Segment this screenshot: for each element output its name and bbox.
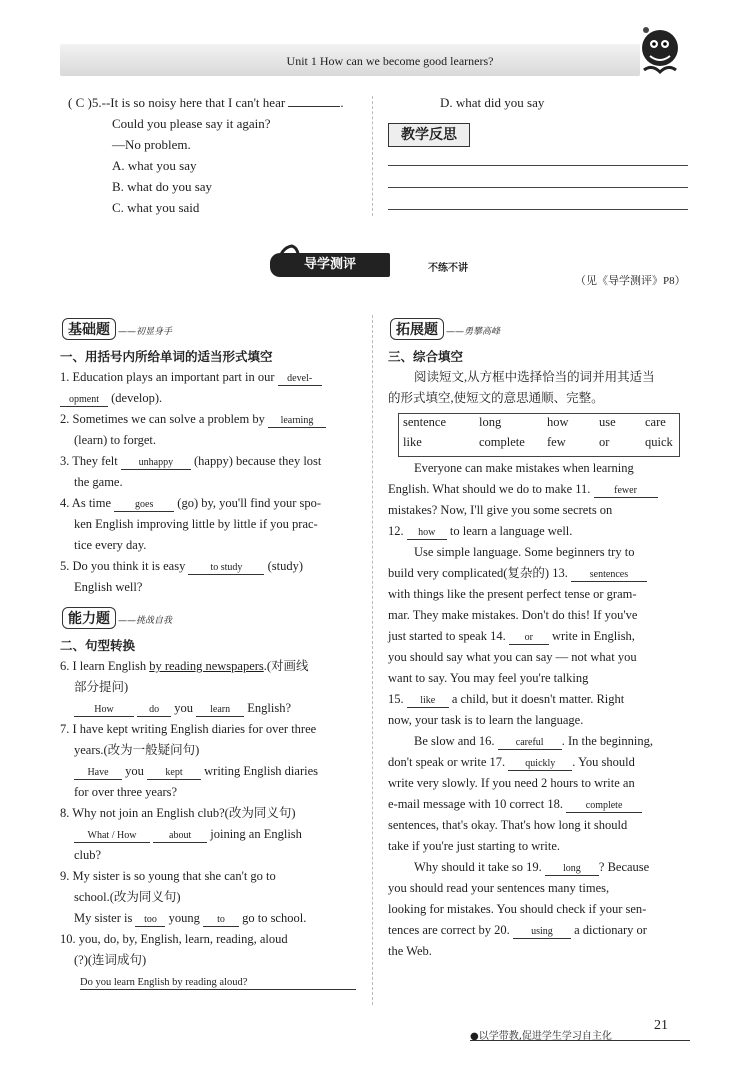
word: few bbox=[547, 435, 566, 449]
q9-answer-2: to bbox=[203, 914, 239, 927]
basic-part-title: 一、用括号内所给单词的适当形式填空 bbox=[60, 349, 273, 364]
passage-line: want to say. You may feel you're talking bbox=[388, 671, 589, 685]
item-4-continued: ken English improving little by little if you prac- bbox=[74, 517, 318, 531]
item-3-hint: (happy) because they lost bbox=[194, 454, 322, 468]
passage-line: the Web. bbox=[388, 944, 432, 958]
passage-line: mistakes? Now, I'll give you some secrets on bbox=[388, 503, 613, 517]
passage-line: you should say what you can say — not what you bbox=[388, 650, 637, 664]
passage-line: ? Because bbox=[598, 860, 650, 874]
footer-slogan: ●以学带教,促进学生学习自主化 bbox=[470, 1031, 612, 1042]
item-2-hint: (learn) to forget. bbox=[74, 433, 157, 447]
q6-answer-1: How bbox=[74, 704, 134, 717]
blank-12: how bbox=[407, 527, 447, 540]
passage-line: 15. bbox=[388, 692, 404, 706]
q5-option-c: C. what you said bbox=[112, 200, 200, 215]
word: quick bbox=[645, 435, 673, 449]
passage-line: now, your task is to learn the language. bbox=[388, 713, 584, 727]
passage-line: build very complicated(复杂的) 13. bbox=[388, 566, 568, 580]
passage-line: don't speak or write 17. bbox=[388, 755, 506, 769]
passage-line: a dictionary or bbox=[574, 923, 647, 937]
item-3-answer: unhappy bbox=[121, 457, 191, 470]
basic-section-heading bbox=[62, 318, 172, 340]
q5-option-b: B. what do you say bbox=[112, 179, 213, 194]
passage-line: looking for mistakes. You should check if your sen- bbox=[388, 902, 647, 916]
reflection-line bbox=[388, 165, 688, 166]
item-4-answer: goes bbox=[114, 499, 174, 512]
q5-answer: C bbox=[75, 95, 85, 110]
ability-section bbox=[60, 635, 365, 992]
q6-instruction: .(对画线 bbox=[263, 659, 309, 673]
blank-18: complete bbox=[566, 800, 642, 813]
passage-line: mar. They make mistakes. Don't do this! If you've bbox=[388, 608, 638, 622]
q7-answer-1: Have bbox=[74, 767, 122, 780]
q7-continued: for over three years? bbox=[74, 785, 178, 799]
q8-text: 8. Why not join an English club?(改为同义句) bbox=[60, 806, 296, 820]
passage-line: Be slow and 16. bbox=[414, 734, 495, 748]
item-1-hint: (develop). bbox=[111, 391, 163, 405]
blank-15: like bbox=[407, 695, 449, 708]
q5-blank bbox=[288, 106, 340, 107]
item-5-answer: to study bbox=[188, 562, 264, 575]
blank-19: long bbox=[545, 863, 599, 876]
q8-word: joining an English bbox=[210, 827, 302, 841]
passage-line: Everyone can make mistakes when learning bbox=[414, 461, 634, 475]
passage-line: tences are correct by 20. bbox=[388, 923, 510, 937]
word: use bbox=[599, 415, 616, 429]
item-1-answer-b: opment bbox=[60, 394, 108, 407]
item-5-continued: English well? bbox=[74, 580, 143, 594]
extend-intro bbox=[388, 346, 693, 409]
word: care bbox=[645, 415, 666, 429]
passage-line: . You should bbox=[572, 755, 635, 769]
passage-line: write in English, bbox=[551, 629, 635, 643]
ability-title: 能力题 bbox=[62, 607, 116, 629]
ability-subtitle: ——挑战自我 bbox=[118, 616, 173, 626]
q9-text: 9. My sister is so young that she can't go to bbox=[60, 869, 276, 883]
item-4-hint: (go) by, you'll find your spo- bbox=[177, 496, 322, 510]
basic-section bbox=[60, 346, 365, 598]
item-4-continued-2: tice every day. bbox=[74, 538, 147, 552]
blank-16: careful bbox=[498, 737, 562, 750]
reflection-line bbox=[388, 187, 688, 188]
q8-answer-2: about bbox=[153, 830, 207, 843]
passage-line: . In the beginning, bbox=[561, 734, 653, 748]
q10-answer: Do you learn English by reading aloud? bbox=[80, 977, 356, 990]
passage-line: to learn a language well. bbox=[449, 524, 573, 538]
item-3-text: 3. They felt bbox=[60, 454, 118, 468]
passage-line: write very slowly. If you need 2 hours to write an bbox=[388, 776, 635, 790]
q6-instruction-2: 部分提问) bbox=[74, 680, 129, 694]
reflection-title: 教学反思 bbox=[388, 123, 470, 147]
word-box bbox=[398, 413, 680, 457]
item-1-text: 1. Education plays an important part in our bbox=[60, 370, 275, 384]
blank-11: fewer bbox=[594, 485, 658, 498]
passage-line: with things like the present perfect tense or gram- bbox=[388, 587, 637, 601]
q10-text: 10. you, do, by, English, learn, reading, aloud bbox=[60, 932, 288, 946]
q9-answer-1: too bbox=[135, 914, 165, 927]
question-5: ( C )5.--It is so noisy here that I can't hear . Could you please say it again? —No problem. A. what you say B. what do you say C. what you said bbox=[68, 92, 344, 218]
ability-section-heading bbox=[62, 607, 172, 629]
blank-14: or bbox=[509, 632, 549, 645]
q7-word-2: writing English diaries bbox=[204, 764, 318, 778]
passage-line: take if you're just starting to write. bbox=[388, 839, 561, 853]
q6-text: 6. I learn English bbox=[60, 659, 150, 673]
passage-line: e-mail message with 10 correct 18. bbox=[388, 797, 563, 811]
blank-17: quickly bbox=[508, 758, 572, 771]
q6-underlined: by reading newspapers bbox=[149, 659, 264, 673]
q7-answer-2: kept bbox=[147, 767, 201, 780]
word: like bbox=[403, 435, 422, 449]
page-header-title: Unit 1 How can we become good learners? bbox=[286, 54, 494, 68]
q9-word: young bbox=[168, 911, 200, 925]
item-5-text: 5. Do you think it is easy bbox=[60, 559, 186, 573]
banner-reference: （见《导学测评》P8） bbox=[575, 275, 686, 287]
item-1-answer-a: devel- bbox=[278, 373, 322, 386]
item-2-answer: learning bbox=[268, 415, 326, 428]
passage-line: Use simple language. Some beginners try to bbox=[414, 545, 635, 559]
extend-subtitle: ——勇攀高峰 bbox=[446, 327, 501, 337]
word: how bbox=[547, 415, 569, 429]
cloze-passage bbox=[388, 458, 693, 962]
q6-answer-3: learn bbox=[196, 704, 244, 717]
q8-continued: club? bbox=[74, 848, 102, 862]
ability-part-title: 二、句型转换 bbox=[60, 638, 136, 653]
blank-20: using bbox=[513, 926, 571, 939]
q7-text: 7. I have kept writing English diaries for over three bbox=[60, 722, 317, 736]
item-5-hint: (study) bbox=[267, 559, 304, 573]
q5-option-a: A. what you say bbox=[112, 158, 197, 173]
q5-option-d: D. what did you say bbox=[440, 95, 545, 110]
extend-section-heading bbox=[390, 318, 500, 340]
q6-word-2: English? bbox=[247, 701, 291, 715]
word: complete bbox=[479, 435, 525, 449]
extend-instruction-2: 的形式填空,使短文的意思通顺、完整。 bbox=[388, 391, 604, 405]
column-divider bbox=[372, 96, 373, 216]
word: long bbox=[479, 415, 502, 429]
q7-instruction: years.(改为一般疑问句) bbox=[74, 743, 200, 757]
item-4-text: 4. As time bbox=[60, 496, 112, 510]
q6-word: you bbox=[174, 701, 193, 715]
banner-subtitle: 不练不讲 bbox=[428, 263, 468, 274]
q9-instruction: school.(改为同义句) bbox=[74, 890, 181, 904]
q5-line2: Could you please say it again? bbox=[112, 116, 271, 131]
passage-line: just started to speak 14. bbox=[388, 629, 506, 643]
extend-title: 拓展题 bbox=[390, 318, 444, 340]
column-divider bbox=[372, 315, 373, 1005]
q8-answer-1: What / How bbox=[74, 830, 150, 843]
q10-instruction: (?)(连词成句) bbox=[74, 953, 147, 967]
passage-line: English. What should we do to make 11. bbox=[388, 482, 591, 496]
blank-13: sentences bbox=[571, 569, 647, 582]
passage-line: sentences, that's okay. That's how long it should bbox=[388, 818, 628, 832]
extend-part-title: 三、综合填空 bbox=[388, 349, 464, 364]
q9-prefix: My sister is bbox=[74, 911, 133, 925]
passage-line: a child, but it doesn't matter. Right bbox=[451, 692, 625, 706]
basic-title: 基础题 bbox=[62, 318, 116, 340]
passage-line: Why should it take so 19. bbox=[414, 860, 542, 874]
page-number: 21 bbox=[654, 1018, 668, 1033]
section-banner: 导学测评 bbox=[270, 253, 390, 277]
mascot-icon bbox=[632, 20, 687, 80]
passage-line: 12. bbox=[388, 524, 404, 538]
extend-instruction-1: 阅读短文,从方框中选择恰当的词并用其适当 bbox=[414, 370, 655, 384]
item-2-text: 2. Sometimes we can solve a problem by bbox=[60, 412, 265, 426]
q5-stem: 5.--It is so noisy here that I can't hear bbox=[91, 95, 286, 110]
q5-line3: —No problem. bbox=[112, 137, 191, 152]
q9-word-2: go to school. bbox=[242, 911, 307, 925]
q7-word: you bbox=[125, 764, 144, 778]
word: sentence bbox=[403, 415, 447, 429]
q6-answer-2: do bbox=[137, 704, 171, 717]
basic-subtitle: ——初显身手 bbox=[118, 327, 173, 337]
item-3-continued: the game. bbox=[74, 475, 123, 489]
reflection-line bbox=[388, 209, 688, 210]
word: or bbox=[599, 435, 610, 449]
passage-line: you should read your sentences many times, bbox=[388, 881, 610, 895]
